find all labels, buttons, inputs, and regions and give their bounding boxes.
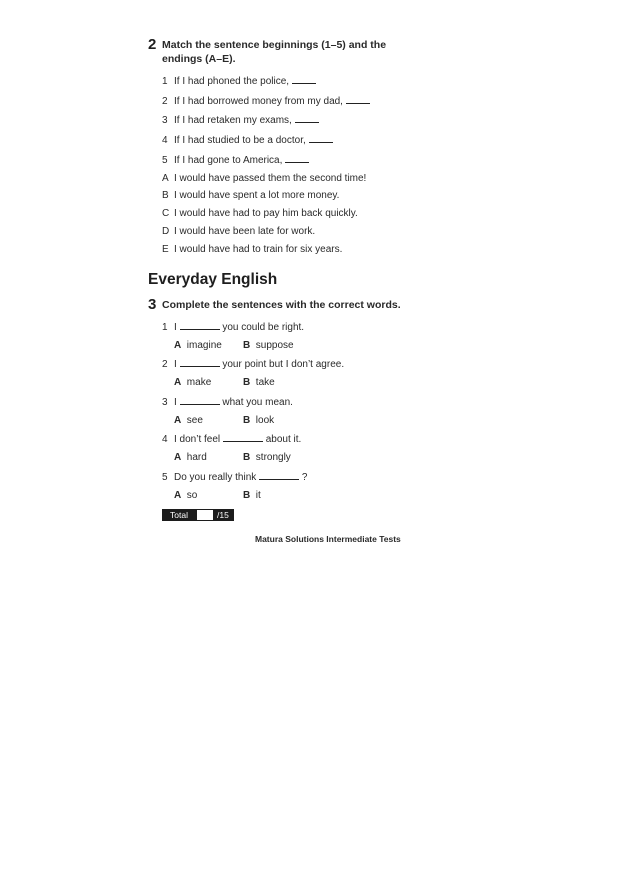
sentence-ending: [162, 244, 342, 255]
exercise-3-instruction: Complete the sentences with the correct words.: [162, 299, 401, 311]
exercise-2-instruction-line1: Match the sentence beginnings (1–5) and the: [162, 39, 387, 51]
item-text-after: about it.: [265, 434, 302, 445]
item-text-before: Do you really think: [174, 472, 257, 483]
item-number: 3: [162, 115, 168, 126]
sentence-beginning: [162, 155, 309, 166]
option-a[interactable]: [174, 452, 207, 463]
option-text: so: [186, 490, 198, 501]
option-b[interactable]: [243, 415, 274, 426]
ending-letter: A: [162, 173, 169, 184]
item-text-after: your point but I don’t agree.: [222, 359, 345, 370]
exercise-3-number: 3: [148, 296, 157, 313]
ending-text: I would have passed them the second time!: [174, 173, 367, 184]
answer-blank[interactable]: [180, 328, 220, 330]
sentence-beginning: [162, 135, 333, 146]
sentence-ending: [162, 208, 358, 219]
ending-letter: D: [162, 226, 170, 237]
item-text: If I had gone to America,: [174, 155, 283, 166]
option-text: it: [255, 490, 261, 501]
item-text: If I had retaken my exams,: [174, 115, 292, 126]
answer-blank[interactable]: [223, 440, 263, 442]
option-letter: B: [243, 490, 251, 501]
item-number: 2: [162, 359, 168, 370]
option-letter: A: [174, 377, 182, 388]
option-a[interactable]: [174, 415, 203, 426]
answer-blank[interactable]: [295, 121, 319, 123]
gap-fill-item: [162, 434, 301, 445]
option-a[interactable]: [174, 377, 211, 388]
ending-text: I would have had to train for six years.: [174, 244, 343, 255]
item-text-before: I: [174, 397, 177, 408]
gap-fill-item: [162, 472, 307, 483]
option-a[interactable]: [174, 340, 222, 351]
option-letter: A: [174, 490, 182, 501]
option-b[interactable]: [243, 490, 261, 501]
section-heading: Everyday English: [148, 271, 278, 288]
sentence-beginning: [162, 96, 370, 107]
option-text: make: [186, 377, 212, 388]
item-number: 3: [162, 397, 168, 408]
exercise-2-instruction-line2: endings (A–E).: [162, 53, 236, 65]
option-letter: B: [243, 377, 251, 388]
option-letter: A: [174, 452, 182, 463]
option-letter: A: [174, 415, 182, 426]
item-number: 4: [162, 434, 168, 445]
sentence-ending: [162, 173, 366, 184]
ending-text: I would have been late for work.: [174, 226, 316, 237]
ending-text: I would have had to pay him back quickly.: [174, 208, 358, 219]
item-text: If I had studied to be a doctor,: [174, 135, 306, 146]
page-footer: Matura Solutions Intermediate Tests: [255, 534, 401, 544]
option-text: imagine: [186, 340, 222, 351]
total-label: Total: [170, 510, 188, 520]
option-b[interactable]: [243, 452, 291, 463]
item-number: 1: [162, 322, 168, 333]
option-text: suppose: [255, 340, 294, 351]
item-number: 2: [162, 96, 168, 107]
option-text: see: [186, 415, 203, 426]
item-number: 4: [162, 135, 168, 146]
ending-letter: E: [162, 244, 169, 255]
answer-blank[interactable]: [180, 403, 220, 405]
sentence-beginning: [162, 76, 316, 87]
gap-fill-item: [162, 397, 293, 408]
item-text-before: I don’t feel: [174, 434, 221, 445]
item-text: If I had borrowed money from my dad,: [174, 96, 343, 107]
gap-fill-item: [162, 322, 304, 333]
answer-blank[interactable]: [285, 161, 309, 163]
item-text-after: you could be right.: [222, 322, 305, 333]
option-text: strongly: [255, 452, 291, 463]
option-letter: B: [243, 340, 251, 351]
answer-blank[interactable]: [309, 141, 333, 143]
item-text-before: I: [174, 322, 177, 333]
sentence-beginning: [162, 115, 319, 126]
exercise-2-number: 2: [148, 36, 157, 53]
option-text: hard: [186, 452, 207, 463]
ending-text: I would have spent a lot more money.: [174, 190, 340, 201]
item-number: 5: [162, 155, 168, 166]
option-b[interactable]: [243, 377, 275, 388]
item-number: 5: [162, 472, 168, 483]
option-letter: A: [174, 340, 182, 351]
item-number: 1: [162, 76, 168, 87]
option-text: take: [255, 377, 275, 388]
ending-letter: C: [162, 208, 170, 219]
answer-blank[interactable]: [346, 102, 370, 104]
option-letter: B: [243, 415, 251, 426]
item-text: If I had phoned the police,: [174, 76, 290, 87]
option-b[interactable]: [243, 340, 294, 351]
answer-blank[interactable]: [292, 82, 316, 84]
sentence-ending: [162, 226, 315, 237]
item-text-after: what you mean.: [222, 397, 293, 408]
item-text-before: I: [174, 359, 177, 370]
option-a[interactable]: [174, 490, 197, 501]
option-letter: B: [243, 452, 251, 463]
ending-letter: B: [162, 190, 169, 201]
sentence-ending: [162, 190, 339, 201]
answer-blank[interactable]: [259, 478, 299, 480]
answer-blank[interactable]: [180, 365, 220, 367]
total-score-input[interactable]: [197, 510, 213, 520]
option-text: look: [255, 415, 275, 426]
total-max: /15: [217, 510, 229, 520]
gap-fill-item: [162, 359, 344, 370]
item-text-after: ?: [301, 472, 308, 483]
